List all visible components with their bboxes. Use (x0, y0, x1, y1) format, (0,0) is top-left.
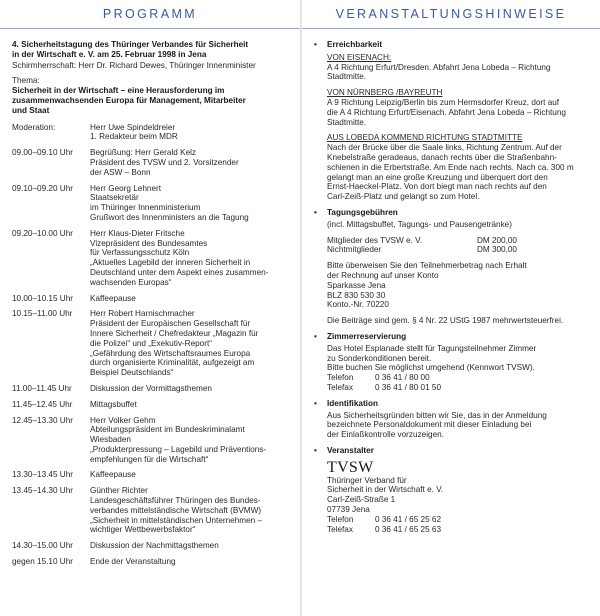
schedule-row (12, 400, 294, 410)
schedule-time: 09.20–10.00 Uhr (12, 228, 73, 238)
section-identification (314, 399, 592, 440)
schedule-text: Diskussion der Vormittagsthemen (90, 383, 212, 393)
section-organizer (314, 446, 592, 535)
info-body (314, 40, 592, 534)
bullet-icon: • (314, 40, 317, 49)
schedule-text: Herr Klaus-Dieter Fritsche Vizepräsident des Bundesamtes für Verfassungsschutz Köln „Aktuelles Lagebild der inneren Sicherheit in Deutschland unter dem Aspekt eines zusammen- wachsenden Europas“ (90, 228, 269, 287)
hotel-phone (327, 373, 592, 383)
section-reachability (314, 40, 592, 202)
fee-row (327, 245, 517, 255)
schedule-row (12, 470, 294, 480)
schedule-text: Herr Volker Gehm Abteilungspräsident im Bundeskriminalamt Wiesbaden „Produkterpressung – Lagebild und Präventions- empfehlungen für die Wirtschaft“ (90, 415, 267, 464)
schedule-time: 11.00–11.45 Uhr (12, 383, 72, 393)
section-title: Zimmerreservierung (327, 331, 407, 341)
schedule-text: Ende der Veranstaltung (90, 557, 176, 567)
schedule-time: gegen 15.10 Uhr (12, 557, 73, 567)
schedule-time: 09.10–09.20 Uhr (12, 183, 73, 193)
info-column (302, 0, 600, 616)
schedule-row (12, 557, 294, 567)
bullet-icon: • (314, 445, 317, 455)
schedule-text: Diskussion der Nachmittagsthemen (90, 541, 219, 551)
schedule-text: Herr Georg Lehnert Staatsekretär im Thüringer Innenministerium Grußwort des Innenministers an die Tagung (90, 183, 249, 222)
fee-row (327, 236, 517, 246)
contact-value: 0 36 41 / 80 00 (375, 373, 430, 383)
contact-label: Telefax (327, 524, 353, 534)
route-heading: VON NÜRNBERG /BAYREUTH (327, 88, 443, 98)
schedule-text: Günther Richter Landesgeschäftsführer Thüringen des Bundes- verbandes mittelständische Wirtschaft (BVMW) „Sicherheit in mittelständischen Unternehmen – wichtiger Wettbewerbsfaktor“ (90, 486, 263, 535)
program-body (12, 40, 294, 567)
schedule-time: 09.00–09.10 Uhr (12, 148, 73, 158)
section-fees (314, 208, 592, 326)
schedule-row (12, 309, 294, 378)
bullet-icon: • (314, 398, 317, 408)
schedule-time: 14.30–15.00 Uhr (12, 541, 73, 551)
bank-transfer-text: Bitte überweisen Sie den Teilnehmerbetrag nach Erhalt der Rechnung auf unser Konto Sparkasse Jena BLZ 830 530 30 Konto.-Nr. 70220 (327, 261, 527, 310)
schedule-time: Moderation: (12, 122, 56, 132)
schedule-time: 13.30–13.45 Uhr (12, 470, 73, 480)
section-title: Identifikation (327, 398, 378, 408)
schedule-time: 11.45–12.45 Uhr (12, 399, 73, 409)
contact-value: 0 36 41 / 65 25 63 (375, 524, 442, 534)
program-header: PROGRAMM (0, 0, 300, 29)
schedule-text: Mittagsbuffet (90, 399, 137, 409)
theme-label: Thema: (12, 76, 40, 86)
schedule-text: Herr Robert Harnischmacher Präsident der Europäischen Gesellschaft für Innere Sicherheit / Chefredakteur „Magazin für die Polizei“ und „Exekutiv-Report“ „Gefährdung des Wirtschaftsraumes Europa durch organisierte Kriminalität, aufgezeigt am Beispiel Deutschlands“ (90, 309, 259, 378)
schedule-text: Kaffeepause (90, 470, 136, 480)
route-heading: AUS LOBEDA KOMMEND RICHTUNG STADTMITTE (327, 133, 523, 143)
schedule-row (12, 184, 294, 223)
identification-text: Aus Sicherheitsgründen bitten wir Sie, das in der Anmeldung bezeichnete Personaldokument mit dieser Einladung bei der Einlaßkontrolle vorzuzeigen. (327, 410, 547, 440)
schedule-time: 10.00–10.15 Uhr (12, 293, 73, 303)
tax-note: Die Beiträge sind gem. § 4 Nr. 22 UStG 1987 mehrwertsteuerfrei. (327, 316, 564, 326)
schedule-row (12, 294, 294, 304)
schedule-row (12, 384, 294, 394)
theme-title: Sicherheit in der Wirtschaft – eine Herausforderung im zusammenwachsenden Europa für Management, Mitarbeiter und Staat (12, 86, 246, 115)
schedule-text: Kaffeepause (90, 293, 136, 303)
schedule-time: 12.45–13.30 Uhr (12, 415, 73, 425)
contact-label: Telefon (327, 514, 354, 524)
fee-amount: DM 300,00 (476, 245, 517, 255)
route-text: A 4 Richtung Erfurt/Dresden. Abfahrt Jena Lobeda – Richtung Stadtmitte. (327, 62, 551, 82)
organizer-phone (327, 515, 592, 525)
schedule-text: Begrüßung: Herr Gerald Kelz Präsident des TVSW und 2. Vorsitzender der ASW – Bonn (90, 148, 239, 177)
section-title: Erreichbarkeit (327, 40, 383, 49)
section-room-reservation (314, 332, 592, 393)
fee-label: Mitglieder des TVSW e. V. (327, 235, 423, 245)
schedule-row-moderation (12, 123, 294, 143)
schedule-row (12, 541, 294, 551)
fees-note: (incl. Mittagsbuffet, Tagungs- und Pausengetränke) (327, 219, 512, 229)
event-title: 4. Sicherheitstagung des Thüringer Verbandes für Sicherheit in der Wirtschaft e. V. am 25. Februar 1998 in Jena (12, 40, 249, 59)
route-text: Nach der Brücke über die Saale links, Richtung Zentrum. Auf der Knebelstraße geradeaus, danach rechts über die Straßenbahn- schienen in die Erbertstraße. Am Ende nach rechts. Nach ca. 300 m gelangt man an eine große Kreuzung und überquert dort den Ernst-Haeckel-Platz. Von dort biegt man nach rechts auf den Carl-Zeiß-Platz und gelangt so zum Hotel. (327, 143, 574, 202)
contact-label: Telefax (327, 382, 353, 392)
fee-amount: DM 200,00 (476, 235, 517, 245)
fee-label: Nichtmitglieder (327, 245, 382, 255)
schedule-time: 13.45–14.30 Uhr (12, 486, 73, 496)
schedule-row (12, 416, 294, 465)
route-heading: VON EISENACH: (327, 52, 392, 62)
schedule-row (12, 148, 294, 177)
organizer-fax (327, 525, 592, 535)
contact-value: 0 36 41 / 80 01 50 (375, 382, 442, 392)
room-text: Das Hotel Esplanade stellt für Tagungsteilnehmer Zimmer zu Sonderkonditionen bereit. Bitte buchen Sie möglichst umgehend (Kennwort TVSW). (327, 343, 537, 373)
section-title: Veranstalter (327, 445, 374, 455)
tvsw-logo: TVSW (327, 458, 374, 476)
bullet-icon: • (314, 331, 317, 341)
schedule-time: 10.15–11.00 Uhr (12, 309, 73, 319)
section-title: Tagungsgebühren (327, 207, 398, 217)
schedule-row (12, 486, 294, 535)
hotel-fax (327, 383, 592, 393)
info-header: VERANSTALTUNGSHINWEISE (302, 0, 600, 29)
bullet-icon: • (314, 207, 317, 217)
schedule-row (12, 229, 294, 288)
patronage-line: Schirmherrschaft: Herr Dr. Richard Dewes, Thüringer Innenminister (12, 60, 256, 70)
organizer-address: Thüringer Verband für Sicherheit in der Wirtschaft e. V. Carl-Zeiß-Straße 1 07739 Jena (327, 475, 444, 515)
schedule-text: Herr Uwe Spindeldreier 1. Redakteur beim MDR (90, 122, 178, 142)
contact-label: Telefon (327, 373, 354, 383)
route-text: A 9 Richtung Leipzig/Berlin bis zum Hermsdorfer Kreuz, dort auf die A 4 Richtung Erfurt/Eisenach. Abfahrt Jena Lobeda – Richtung Stadtmitte. (327, 97, 566, 127)
contact-value: 0 36 41 / 65 25 62 (375, 514, 442, 524)
